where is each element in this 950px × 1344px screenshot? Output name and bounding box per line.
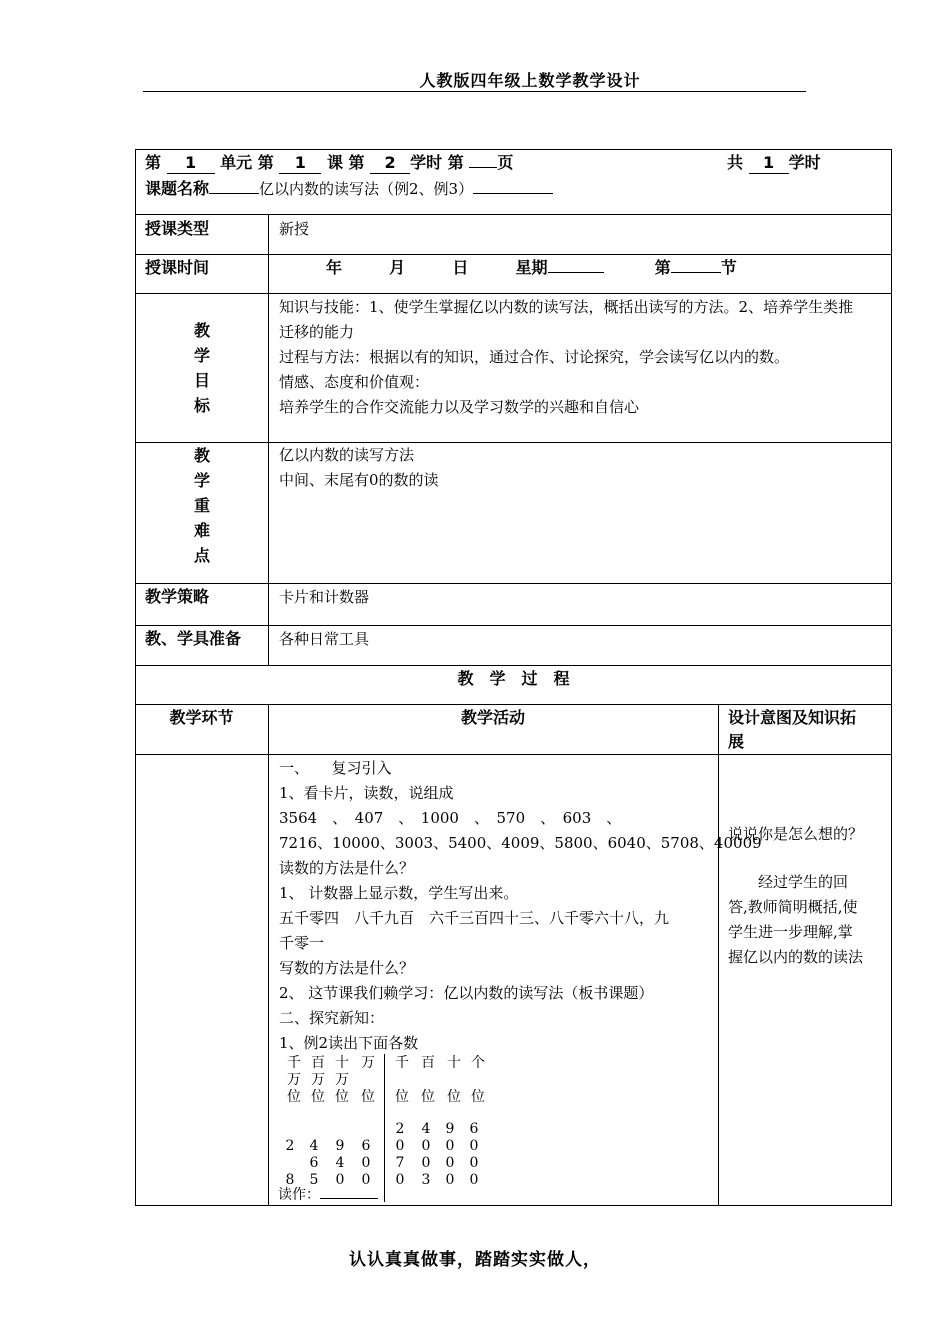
column-ones: 个 位: [471, 1055, 485, 1105]
digits-tens: 9 0 0 0: [445, 1121, 455, 1188]
column-thousands: 千 位: [395, 1055, 409, 1105]
strategy-value: 卡片和计数器: [279, 588, 370, 606]
intent-question: 说说你是怎么想的？: [728, 825, 864, 843]
total-periods: 共 1 学时: [727, 153, 821, 172]
digits-thousands: 2 0 7 0: [395, 1121, 405, 1188]
lesson-type-label: 授课类型: [145, 219, 210, 238]
topic-line: [145, 177, 553, 201]
key-points-row: [135, 442, 892, 584]
intent-text: 经过学生的回 答,教师简明概括,使 学生进一步理解,掌 握亿以内的数的读法: [728, 873, 864, 966]
process-header-divider-2: [718, 704, 719, 755]
process-body-divider-1: [268, 754, 269, 1206]
tools-divider: [268, 625, 269, 666]
page-number: [469, 167, 497, 168]
strategy-divider: [268, 583, 269, 626]
key-points-label: 教 学 重 难 点: [193, 446, 210, 565]
teaching-goals-divider: [268, 293, 269, 443]
topic-label: 课题名称: [145, 179, 210, 198]
lesson-time-divider: [268, 254, 269, 294]
place-value-divider: [384, 1054, 385, 1202]
digits-millions: 4 6 5: [309, 1138, 319, 1188]
topic-value: 亿以内数的读写法（例2、例3）: [259, 180, 474, 198]
lesson-number: 1: [279, 153, 321, 174]
lesson-time-label: 授课时间: [145, 258, 210, 277]
column-hundreds: 百 位: [421, 1055, 435, 1105]
teaching-goals-text: 知识与技能：1、使学生掌握亿以内数的读写法，概括出读写的方法。2、培养学生类推 迁移的能力 过程与方法：根据以有的知识，通过合作、讨论探究，学会读写亿以内的数。 情感、态度和价值观： 培养学生的合作交流能力以及学习数学的兴趣和自信心: [279, 298, 854, 416]
process-title: 教 学 过 程: [457, 669, 570, 688]
header-rule: [143, 91, 806, 92]
lesson-type-row: [135, 214, 892, 255]
column-millions: 百 万 位: [311, 1055, 325, 1105]
column-ten-thousands: 万 位: [361, 1055, 375, 1105]
column-header-intent: 设计意图及知识拓 展: [728, 708, 857, 751]
key-points-text: 亿以内数的读写方法 中间、末尾有0的数的读: [279, 446, 439, 489]
lesson-info-line: 第 1 单元 第 1 课 第 2 学时 第 页: [145, 153, 514, 172]
digits-ten-millions: 2 8: [285, 1138, 295, 1188]
teaching-goals-label: 教 学 目 标: [193, 321, 210, 415]
column-hundred-thousands: 十 万 位: [335, 1055, 349, 1105]
page-header-title: 人教版四年级上数学教学设计: [419, 71, 641, 90]
lesson-type-divider: [268, 214, 269, 255]
lesson-time-value: 年 月 日 星期 第 节: [326, 258, 737, 277]
key-points-divider: [268, 442, 269, 584]
read-as-label: 读作：: [278, 1186, 378, 1204]
column-ten-millions: 千 万 位: [287, 1055, 301, 1105]
column-header-activity: 教学活动: [460, 708, 525, 727]
tools-row: [135, 625, 892, 666]
lesson-type-value: 新授: [279, 220, 310, 238]
column-header-stage: 教学环节: [169, 708, 234, 727]
digits-ten-thousands: 6 0 0: [361, 1138, 371, 1188]
total-number: 1: [749, 153, 789, 174]
activity-text: 一、 复习引入 1、看卡片，读数，说组成 3564 、 407 、 1000 、 570 、 603 、 7216、10000、3003、5400、4009、5800、6040、5708、40009 读数的方法是什么？ 1、 计数器上显示数，学生写出来。 五千零四 八千九百 六千三百四十三、八千零六十八，九 千零一 写数的方法是什么？ 2、 这节课我们赖学习：亿以内数的读写法（板书课题） 二、探究新知： 1、例2读出下面各数: [279, 759, 762, 1052]
page-footer-motto: 认认真真做事，踏踏实实做人，: [349, 1250, 601, 1270]
digits-hundred-thousands: 9 4 0: [335, 1138, 345, 1188]
column-tens: 十 位: [447, 1055, 461, 1105]
tools-value: 各种日常工具: [279, 630, 370, 648]
digits-ones: 6 0 0 0: [469, 1121, 479, 1188]
unit-number: 1: [167, 153, 215, 174]
tools-label: 教、学具准备: [145, 629, 242, 648]
strategy-label: 教学策略: [145, 587, 210, 606]
digits-hundreds: 4 0 0 3: [421, 1121, 431, 1188]
strategy-row: [135, 583, 892, 626]
period-number: 2: [370, 153, 410, 174]
